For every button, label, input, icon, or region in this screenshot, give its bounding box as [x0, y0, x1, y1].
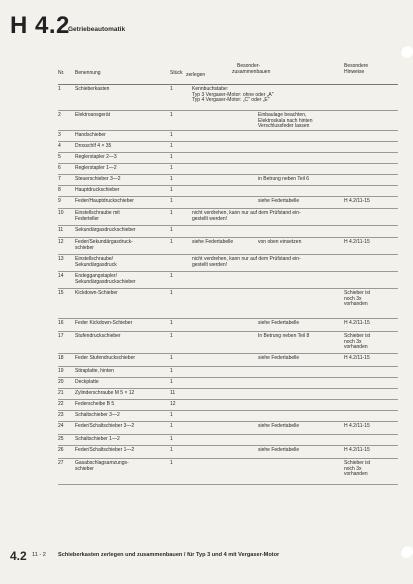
row-nr: 11 — [58, 227, 64, 233]
row-nr: 21 — [58, 390, 64, 396]
table-body — [58, 85, 398, 485]
row-nr: 3 — [58, 132, 61, 138]
row-name: Handschieber — [75, 132, 106, 138]
row-nr: 22 — [58, 401, 64, 407]
table-row — [58, 319, 398, 332]
row-name: Einstellschraube/ Sekundärgasdruck — [75, 256, 117, 268]
table-row — [58, 226, 398, 238]
row-note: H 4.2/11-15 — [344, 198, 370, 204]
table-row — [58, 197, 398, 209]
row-qty: 1 — [170, 320, 173, 326]
table-row — [58, 175, 398, 186]
row-name: Feder/Hauptdruckschieber — [75, 198, 134, 204]
row-qty: 1 — [170, 379, 173, 385]
header-name: Benennung — [75, 70, 101, 76]
row-note: H 4.2/11-15 — [344, 423, 370, 429]
row-qty: 12 — [170, 401, 176, 407]
row-assemble: siehe Federtabelle — [258, 447, 300, 453]
row-note: H 4.2/11-15 — [344, 239, 370, 245]
row-nr: 8 — [58, 187, 61, 193]
table-row — [58, 238, 398, 255]
row-nr: 24 — [58, 423, 64, 429]
row-note: Schieber ist noch 3x vorhanden — [344, 290, 371, 308]
row-nr: 12 — [58, 239, 64, 245]
header-disassemble: zerlegen — [186, 72, 206, 78]
row-qty: 1 — [170, 436, 173, 442]
row-qty: 1 — [170, 460, 173, 466]
row-qty: 1 — [170, 143, 173, 149]
row-name: Steuerschieber 3—2 — [75, 176, 121, 182]
row-qty: 1 — [170, 447, 173, 453]
row-note: Schieber ist noch 3x vorhanden — [344, 333, 371, 351]
row-disassemble: Kennbuchstabe: Typ 3 Vergaser-Motor: ohne oder „A" Typ 4 Vergaser-Motor: „C" oder „E" — [192, 86, 274, 104]
table-row — [58, 186, 398, 197]
row-qty: 1 — [170, 165, 173, 171]
row-nr: 17 — [58, 333, 64, 339]
table-row — [58, 435, 398, 446]
row-assemble: Einbaulage beachten, Elektroskala nach hinten Verschlussfeder lassen — [258, 112, 313, 130]
row-qty: 1 — [170, 176, 173, 182]
row-qty: 1 — [170, 412, 173, 418]
footer-title: Schieberkasten zerlegen und zusammenbauen / für Typ 3 und 4 mit Vergaser-Motor — [58, 552, 280, 558]
row-qty: 1 — [170, 187, 173, 193]
row-note: Schieber ist noch 3x vorhanden — [344, 460, 371, 478]
row-qty: 1 — [170, 239, 173, 245]
row-nr: 6 — [58, 165, 61, 171]
table-row — [58, 389, 398, 400]
row-nr: 19 — [58, 368, 64, 374]
row-qty: 1 — [170, 86, 173, 92]
row-assemble: siehe Federtabelle — [258, 198, 300, 204]
row-qty: 1 — [170, 210, 173, 216]
row-nr: 15 — [58, 290, 64, 296]
parts-table — [58, 62, 398, 485]
table-row — [58, 255, 398, 272]
header-notes-top: Besondere — [344, 63, 369, 69]
row-name: Einstellschraube mit Federteller — [75, 210, 120, 222]
row-name: Schieberkasten — [75, 86, 110, 92]
row-disassemble: nicht verdrehen, kann nur auf dem Prüfstand ein- gestellt werden! — [192, 256, 301, 268]
table-row — [58, 272, 398, 289]
row-name: Schaltschieber 3—2 — [75, 412, 120, 418]
section-subtitle: Getriebeautomatik — [68, 26, 126, 33]
table-row — [58, 378, 398, 389]
row-nr: 1 — [58, 86, 61, 92]
row-name: Zylinderschraube M 5 × 12 — [75, 390, 135, 396]
row-name: Gasabschlagsamzungs- schieber — [75, 460, 129, 472]
row-name: Hauptdruckschieber — [75, 187, 120, 193]
table-row — [58, 422, 398, 435]
table-row — [58, 446, 398, 459]
row-nr: 18 — [58, 355, 64, 361]
table-row — [58, 289, 398, 319]
row-nr: 26 — [58, 447, 64, 453]
row-name: Feder/Schaltschieber 3—2 — [75, 423, 135, 429]
header-assemble-top: Besonder- — [237, 63, 261, 69]
row-qty: 1 — [170, 355, 173, 361]
row-nr: 20 — [58, 379, 64, 385]
header-assemble: zusammenbauen — [232, 69, 271, 75]
row-nr: 13 — [58, 256, 64, 262]
row-disassemble: nicht verdrehen, kann nur auf dem Prüfstand ein- gestellt werden! — [192, 210, 301, 222]
row-nr: 23 — [58, 412, 64, 418]
row-assemble: von oben einsetzen — [258, 239, 302, 245]
punch-hole-top — [400, 45, 413, 58]
row-name: Deckplatte — [75, 379, 99, 385]
row-name: Endeggangstapler/ Sekundärgasdruckschieber — [75, 273, 136, 285]
row-name: Sekundärgasdruckschieber — [75, 227, 136, 233]
table-row — [58, 400, 398, 411]
section-code-number: 4.2 — [35, 12, 70, 39]
table-row — [58, 153, 398, 164]
section-code-prefix: H — [10, 12, 28, 39]
page-header — [10, 12, 126, 42]
row-assemble: siehe Federtabelle — [258, 355, 300, 361]
table-row — [58, 85, 398, 111]
row-nr: 10 — [58, 210, 64, 216]
footer-page-number: 4.2 — [10, 549, 27, 563]
row-nr: 7 — [58, 176, 61, 182]
table-row — [58, 209, 398, 226]
header-notes: Hinweise — [344, 69, 365, 75]
row-disassemble: siehe Federtabelle — [192, 239, 234, 245]
row-name: Drosschlf 4 × 35 — [75, 143, 112, 149]
row-name: Elektroansgerät — [75, 112, 111, 118]
row-name: Stufendruckschieber — [75, 333, 121, 339]
table-row — [58, 164, 398, 175]
row-name: Schaltschieber 1—2 — [75, 436, 120, 442]
table-row — [58, 354, 398, 367]
row-qty: 1 — [170, 198, 173, 204]
row-assemble: In Betrung neben Teil 8 — [258, 333, 310, 339]
page-footer — [10, 547, 390, 565]
row-nr: 25 — [58, 436, 64, 442]
row-nr: 9 — [58, 198, 61, 204]
row-name: Kickdown-Schieber — [75, 290, 118, 296]
table-row — [58, 111, 398, 131]
table-row — [58, 411, 398, 422]
row-qty: 1 — [170, 333, 173, 339]
row-name: Reglerstapler 1—2 — [75, 165, 117, 171]
row-note: H 4.2/11-15 — [344, 355, 370, 361]
row-nr: 5 — [58, 154, 61, 160]
table-row — [58, 332, 398, 354]
table-row — [58, 142, 398, 153]
section-code — [10, 12, 70, 40]
row-qty: 1 — [170, 423, 173, 429]
row-qty: 11 — [170, 390, 176, 396]
row-note: H 4.2/11-15 — [344, 320, 370, 326]
table-row — [58, 459, 398, 485]
row-assemble: siehe Federtabelle — [258, 320, 300, 326]
row-qty: 1 — [170, 290, 173, 296]
row-qty: 1 — [170, 112, 173, 118]
row-qty: 1 — [170, 273, 173, 279]
row-nr: 27 — [58, 460, 64, 466]
row-assemble: in Betrung neben Teil 6 — [258, 176, 310, 182]
header-qty: Stück — [170, 70, 183, 76]
table-row — [58, 131, 398, 142]
row-nr: 4 — [58, 143, 61, 149]
row-nr: 16 — [58, 320, 64, 326]
footer-page-sub: 11 - 2 — [32, 552, 46, 558]
row-nr: 2 — [58, 112, 61, 118]
row-name: Stiraplatte, hinten — [75, 368, 114, 374]
row-name: Feder Stufendruckschieber — [75, 355, 136, 361]
row-nr: 14 — [58, 273, 64, 279]
punch-hole-bottom — [400, 545, 413, 558]
row-name: Feder Kickdown-Schieber — [75, 320, 133, 326]
row-name: Feder/Schaltschieber 1—2 — [75, 447, 135, 453]
row-qty: 1 — [170, 132, 173, 138]
row-name: Federscheibe B 5 — [75, 401, 115, 407]
row-assemble: siehe Federtabelle — [258, 423, 300, 429]
table-row — [58, 367, 398, 378]
row-qty: 1 — [170, 227, 173, 233]
header-nr: Nr. — [58, 70, 65, 76]
row-note: H 4.2/11-15 — [344, 447, 370, 453]
row-qty: 1 — [170, 368, 173, 374]
row-name: Reglerstapler 2—3 — [75, 154, 117, 160]
table-header — [58, 62, 398, 85]
row-name: Feder/Sekundärgasdruck- schieber — [75, 239, 133, 251]
row-qty: 1 — [170, 154, 173, 160]
